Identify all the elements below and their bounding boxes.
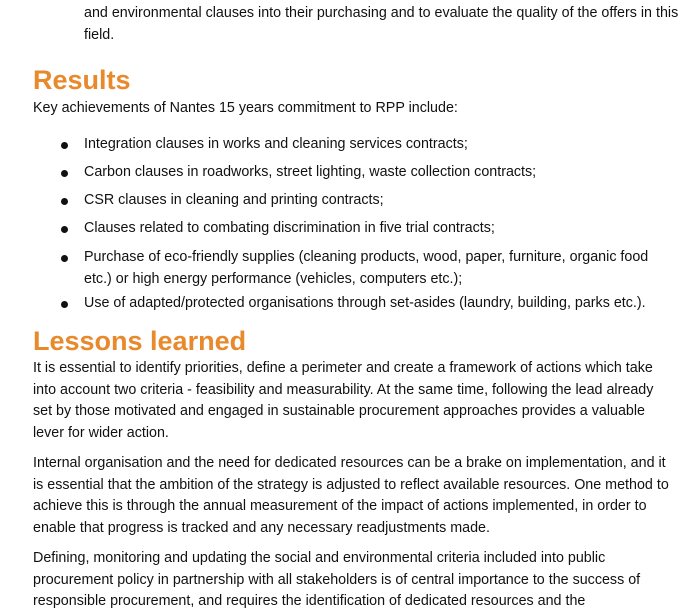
bullet-icon <box>61 255 68 262</box>
bullet-icon <box>61 142 68 149</box>
lessons-paragraph-2: Internal organisation and the need for dedicated resources can be a brake on implementation, and it is essential that the ambition of the strategy is adjusted to reflect available resources. One method to achieve this is through the annual measurement of the impact of actions implemented, in order to enable that progress is tracked and any necessary readjustments made. <box>33 455 669 536</box>
results-heading: Results <box>33 65 131 95</box>
lessons-paragraph-3: Defining, monitoring and updating the social and environmental criteria included into public procurement policy in partnership with all stakeholders is of central importance to the success of responsible procurement, and requires the identification of dedicated resources and the <box>33 550 641 609</box>
list-item <box>84 247 664 290</box>
list-item-text: CSR clauses in cleaning and printing contracts; <box>84 192 384 208</box>
results-lead-text: Key achievements of Nantes 15 years commitment to RPP include: <box>33 100 458 116</box>
intro-paragraph-tail: and environmental clauses into their purchasing and to evaluate the quality of the offers in this field. <box>84 5 679 43</box>
list-item <box>84 190 664 212</box>
list-item <box>84 218 664 240</box>
bullet-icon <box>61 301 68 308</box>
list-item-text: Use of adapted/protected organisations through set-asides (laundry, building, parks etc.). <box>84 295 646 311</box>
list-item-text: Integration clauses in works and cleaning services contracts; <box>84 136 468 152</box>
list-item-text: Clauses related to combating discrimination in five trial contracts; <box>84 220 495 236</box>
list-item <box>84 134 664 156</box>
list-item <box>84 293 664 315</box>
bullet-icon <box>61 226 68 233</box>
lessons-paragraph-1: It is essential to identify priorities, define a perimeter and create a framework of actions which take into account two criteria - feasibility and measurability. At the same time, following the lead already set by those motivated and engaged in sustainable procurement approaches provides a valuable lever for wider action. <box>33 360 654 441</box>
list-item-text: Carbon clauses in roadworks, street lighting, waste collection contracts; <box>84 164 537 180</box>
bullet-icon <box>61 170 68 177</box>
lessons-learned-heading: Lessons learned <box>33 326 247 356</box>
bullet-icon <box>61 198 68 205</box>
list-item <box>84 162 664 184</box>
list-item-text: Purchase of eco-friendly supplies (cleaning products, wood, paper, furniture, organic food etc.) or high energy performance (vehicles, computers etc.); <box>84 249 649 287</box>
